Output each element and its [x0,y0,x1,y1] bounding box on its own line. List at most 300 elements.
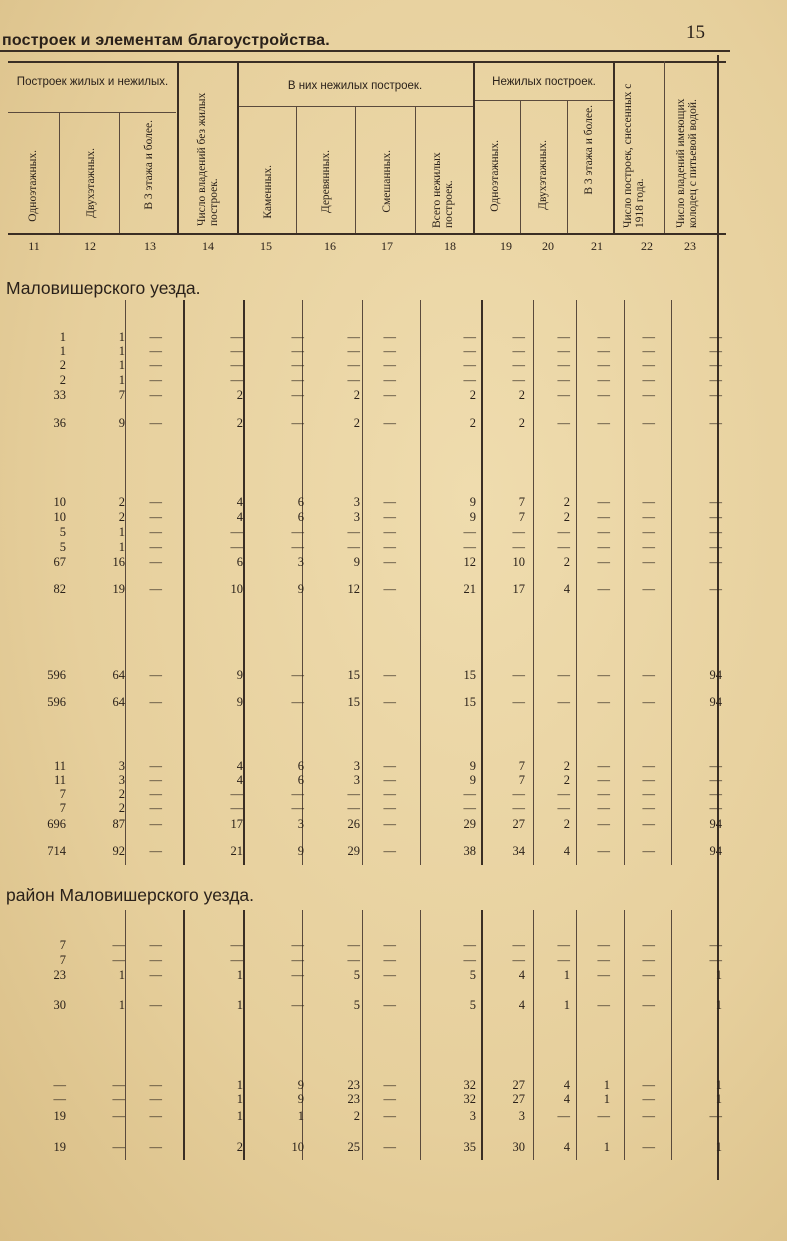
table-cell: — [709,495,722,509]
table-cell: — [642,416,655,430]
table-cell: — [347,525,360,539]
table-cell: 1 [715,1140,722,1154]
table-cell: 2 [59,373,66,387]
table-cell: 2 [353,1109,360,1123]
table-cell: — [463,953,476,967]
title-rule [0,50,730,52]
col20-header: Двухэтажных. [537,140,549,210]
table-cell: 2 [563,510,570,524]
table-cell: — [383,358,396,372]
table-cell: — [383,388,396,402]
table-cell: — [291,358,304,372]
table-cell: — [642,759,655,773]
table-cell: 2 [518,416,525,430]
table-cell: 29 [463,817,476,831]
table-cell: — [597,373,610,387]
table-cell: — [557,938,570,952]
table-cell: — [642,582,655,596]
table-cell: 2 [563,555,570,569]
table-cell: 5 [469,968,476,982]
table-cell: 19 [112,582,125,596]
table-cell: — [463,330,476,344]
column-number: 23 [684,239,696,253]
table-cell: — [512,525,525,539]
column-number: 20 [542,239,554,253]
table-cell: 35 [463,1140,476,1154]
table-cell: — [383,787,396,801]
table-cell: — [512,801,525,815]
table-cell: — [709,388,722,402]
table-cell: — [347,801,360,815]
table-cell: — [557,373,570,387]
table-cell: 5 [59,525,66,539]
table-cell: — [149,787,162,801]
table-cell: — [347,344,360,358]
table-cell: — [149,773,162,787]
table-cell: — [597,801,610,815]
table-cell: 9 [118,416,125,430]
table-cell: — [597,787,610,801]
column-number: 21 [591,239,603,253]
table-cell: 1 [236,968,243,982]
table-cell: — [557,344,570,358]
table-cell: 1 [236,1078,243,1092]
table-cell: 2 [118,510,125,524]
table-rule [473,61,475,233]
table-cell: — [347,540,360,554]
table-cell: 4 [236,510,243,524]
table-cell: 2 [118,495,125,509]
table-cell: — [642,388,655,402]
table-cell: — [383,1140,396,1154]
table-cell: — [53,1078,66,1092]
column-number: 18 [444,239,456,253]
table-cell: — [383,968,396,982]
table-cell: — [512,540,525,554]
table-cell: — [112,938,125,952]
table-cell: — [149,817,162,831]
table-cell: — [709,373,722,387]
table-cell: — [347,330,360,344]
table-cell: 7 [118,388,125,402]
table-cell: 3 [353,773,360,787]
table-cell: 1 [236,1109,243,1123]
table-cell: — [149,344,162,358]
table-cell: 4 [518,998,525,1012]
table-cell: 4 [236,773,243,787]
table-cell: — [709,1109,722,1123]
table-cell: 9 [469,495,476,509]
table-cell: 33 [53,388,66,402]
table-cell: — [383,510,396,524]
table-cell: — [347,787,360,801]
table-cell: 5 [59,540,66,554]
col18-header: Всего нежилых построек. [431,152,455,228]
table-cell: 4 [563,582,570,596]
table-cell: 32 [463,1078,476,1092]
table-cell: — [347,938,360,952]
table-cell: 4 [563,1140,570,1154]
table-cell: — [149,998,162,1012]
table-cell: 3 [353,759,360,773]
table-cell: 64 [112,695,125,709]
table-cell: 9 [297,1092,304,1106]
table-rule [237,61,239,233]
col21-header: В 3 этажа и более. [583,105,595,195]
table-cell: — [512,358,525,372]
table-cell: — [642,358,655,372]
page-title: построек и элементам благоустройства. [2,32,330,49]
table-cell: 1 [603,1078,610,1092]
column-number: 16 [324,239,336,253]
table-cell: — [230,953,243,967]
table-cell: — [597,555,610,569]
table-cell: 82 [53,582,66,596]
table-cell: — [383,555,396,569]
table-cell: 9 [236,668,243,682]
table-cell: — [642,787,655,801]
table-cell: 1 [118,525,125,539]
table-cell: 9 [469,773,476,787]
table-cell: 1 [118,330,125,344]
table-cell: — [557,388,570,402]
table-cell: — [597,938,610,952]
table-cell: 15 [347,695,360,709]
table-cell: — [709,582,722,596]
column-number: 22 [641,239,653,253]
table-cell: — [642,555,655,569]
table-cell: — [597,358,610,372]
table-cell: — [383,938,396,952]
table-cell: 4 [563,1078,570,1092]
table-cell: 32 [463,1092,476,1106]
table-cell: — [149,1109,162,1123]
table-cell: 6 [236,555,243,569]
table-cell: — [642,495,655,509]
table-cell: — [291,373,304,387]
table-cell: 15 [347,668,360,682]
table-cell: — [597,968,610,982]
table-cell: 2 [469,416,476,430]
table-cell: 7 [59,801,66,815]
table-cell: — [642,373,655,387]
table-cell: — [709,416,722,430]
table-cell: 23 [347,1078,360,1092]
table-cell: 4 [518,968,525,982]
table-cell: 36 [53,416,66,430]
table-cell: 5 [353,998,360,1012]
table-cell: — [383,582,396,596]
table-cell: — [463,373,476,387]
table-cell: — [597,510,610,524]
table-cell: 9 [236,695,243,709]
table-cell: 7 [59,787,66,801]
table-cell: — [149,695,162,709]
table-cell: — [383,344,396,358]
table-cell: — [642,1078,655,1092]
table-cell: — [383,525,396,539]
col11-header: Одноэтажных. [27,150,39,222]
table-cell: — [642,695,655,709]
table-cell: — [642,801,655,815]
table-cell: — [709,787,722,801]
col17-header: Смешанных. [381,150,393,213]
table-cell: 6 [297,510,304,524]
table-cell: — [557,695,570,709]
group-b-header: В них нежилых построек. [287,80,423,92]
table-rule [119,112,120,233]
table-cell: — [642,844,655,858]
table-cell: 9 [297,844,304,858]
table-cell: 17 [230,817,243,831]
table-cell: 23 [53,968,66,982]
table-cell: 9 [469,510,476,524]
table-cell: 4 [236,495,243,509]
table-cell: — [642,668,655,682]
table-cell: — [557,416,570,430]
table-rule [613,61,615,233]
table-rule [420,300,421,865]
table-cell: — [112,1092,125,1106]
table-cell: 1 [118,968,125,982]
table-rule [481,910,483,1160]
page-number: 15 [686,22,705,43]
table-cell: — [53,1092,66,1106]
table-cell: — [709,344,722,358]
table-cell: — [291,787,304,801]
table-cell: — [597,817,610,831]
table-cell: — [512,330,525,344]
table-rule [355,106,356,233]
table-cell: — [149,759,162,773]
table-cell: — [230,330,243,344]
table-cell: 2 [563,495,570,509]
table-cell: 1 [715,998,722,1012]
table-cell: — [149,1140,162,1154]
table-cell: 19 [53,1140,66,1154]
table-cell: 7 [59,953,66,967]
table-cell: 714 [47,844,66,858]
table-cell: — [149,510,162,524]
table-cell: — [642,953,655,967]
table-cell: — [383,668,396,682]
header-bottom-rule [8,233,726,235]
table-cell: — [149,938,162,952]
table-cell: — [597,388,610,402]
table-cell: — [709,953,722,967]
col23-header: Число владений имеющих колодец с питьевой водой. [675,98,699,228]
table-cell: — [463,540,476,554]
table-cell: 9 [353,555,360,569]
table-rule [177,61,179,233]
table-cell: — [383,373,396,387]
table-cell: — [463,358,476,372]
table-cell: — [642,1092,655,1106]
table-cell: — [463,787,476,801]
table-cell: — [383,540,396,554]
table-cell: 3 [118,759,125,773]
col13-header: В 3 этажа и более. [143,120,155,210]
table-cell: — [512,787,525,801]
table-cell: — [230,525,243,539]
table-cell: — [597,668,610,682]
table-cell: — [642,773,655,787]
table-rule [183,910,185,1160]
table-cell: 11 [53,759,66,773]
table-cell: — [112,1109,125,1123]
table-cell: — [597,416,610,430]
table-cell: — [149,358,162,372]
table-cell: — [642,540,655,554]
table-cell: — [291,968,304,982]
table-cell: 2 [469,388,476,402]
table-cell: 3 [518,1109,525,1123]
table-cell: 2 [518,388,525,402]
column-number: 14 [202,239,214,253]
table-cell: 6 [297,773,304,787]
table-cell: — [149,668,162,682]
table-cell: — [291,344,304,358]
table-cell: — [463,938,476,952]
table-cell: — [383,844,396,858]
table-cell: 9 [469,759,476,773]
table-cell: — [642,998,655,1012]
table-cell: 696 [47,817,66,831]
table-cell: — [149,844,162,858]
table-cell: — [149,388,162,402]
table-cell: 27 [512,1092,525,1106]
table-cell: 29 [347,844,360,858]
table-cell: — [597,844,610,858]
table-cell: 596 [47,668,66,682]
table-cell: 30 [512,1140,525,1154]
col19-header: Одноэтажных. [489,140,501,212]
table-cell: — [597,582,610,596]
table-cell: 67 [53,555,66,569]
table-cell: 64 [112,668,125,682]
table-cell: 25 [347,1140,360,1154]
table-cell: 9 [297,582,304,596]
table-cell: — [709,510,722,524]
section-title: Маловишерского уезда. [6,278,201,298]
table-cell: — [597,998,610,1012]
table-rule [567,100,568,233]
table-cell: — [149,582,162,596]
table-cell: 34 [512,844,525,858]
table-cell: — [557,787,570,801]
table-cell: — [112,1140,125,1154]
table-cell: 26 [347,817,360,831]
table-cell: 5 [353,968,360,982]
table-cell: — [463,525,476,539]
table-cell: 5 [469,998,476,1012]
table-cell: — [597,1109,610,1123]
column-number: 12 [84,239,96,253]
table-cell: — [149,1092,162,1106]
table-cell: — [709,525,722,539]
table-cell: — [642,1140,655,1154]
table-cell: — [642,1109,655,1123]
table-rule [243,910,245,1160]
table-cell: 1 [118,540,125,554]
table-cell: 2 [59,358,66,372]
table-cell: 1 [563,968,570,982]
table-cell: — [230,344,243,358]
table-cell: — [642,938,655,952]
table-cell: — [597,330,610,344]
table-cell: — [149,555,162,569]
table-cell: — [291,416,304,430]
table-cell: — [383,495,396,509]
table-cell: 1 [118,998,125,1012]
table-cell: 7 [518,773,525,787]
group-c-divider [473,100,613,101]
table-cell: — [383,773,396,787]
table-cell: 2 [563,817,570,831]
table-cell: 10 [291,1140,304,1154]
table-cell: — [347,953,360,967]
table-cell: 2 [236,388,243,402]
table-cell: 7 [518,510,525,524]
table-cell: — [149,540,162,554]
table-cell: — [291,695,304,709]
table-cell: — [291,998,304,1012]
table-rule [296,106,297,233]
table-cell: — [597,495,610,509]
table-cell: — [149,1078,162,1092]
table-cell: 10 [230,582,243,596]
table-cell: — [149,373,162,387]
table-cell: — [383,817,396,831]
table-cell: 27 [512,817,525,831]
table-cell: — [291,330,304,344]
table-cell: — [642,525,655,539]
table-cell: 1 [59,330,66,344]
table-cell: 7 [59,938,66,952]
section-title: район Маловишерского уезда. [6,885,254,905]
table-cell: 1 [715,968,722,982]
table-cell: — [557,1109,570,1123]
table-cell: 30 [53,998,66,1012]
table-cell: — [642,510,655,524]
table-cell: — [383,953,396,967]
table-cell: — [149,495,162,509]
table-cell: — [709,773,722,787]
table-cell: — [709,938,722,952]
table-rule [183,300,185,865]
table-cell: 10 [53,510,66,524]
table-cell: — [383,695,396,709]
table-cell: 10 [53,495,66,509]
table-cell: — [597,344,610,358]
table-cell: 11 [53,773,66,787]
table-cell: 94 [709,668,722,682]
table-cell: — [557,540,570,554]
table-cell: 3 [297,817,304,831]
table-cell: 4 [563,844,570,858]
table-cell: 2 [118,801,125,815]
table-cell: — [642,330,655,344]
table-cell: — [557,358,570,372]
table-cell: — [642,968,655,982]
col14-header: Число владений без жилых построек. [196,92,220,226]
table-cell: — [149,953,162,967]
table-cell: 2 [563,773,570,787]
table-rule [520,100,521,233]
table-cell: 94 [709,817,722,831]
table-cell: 3 [297,555,304,569]
table-cell: — [112,953,125,967]
